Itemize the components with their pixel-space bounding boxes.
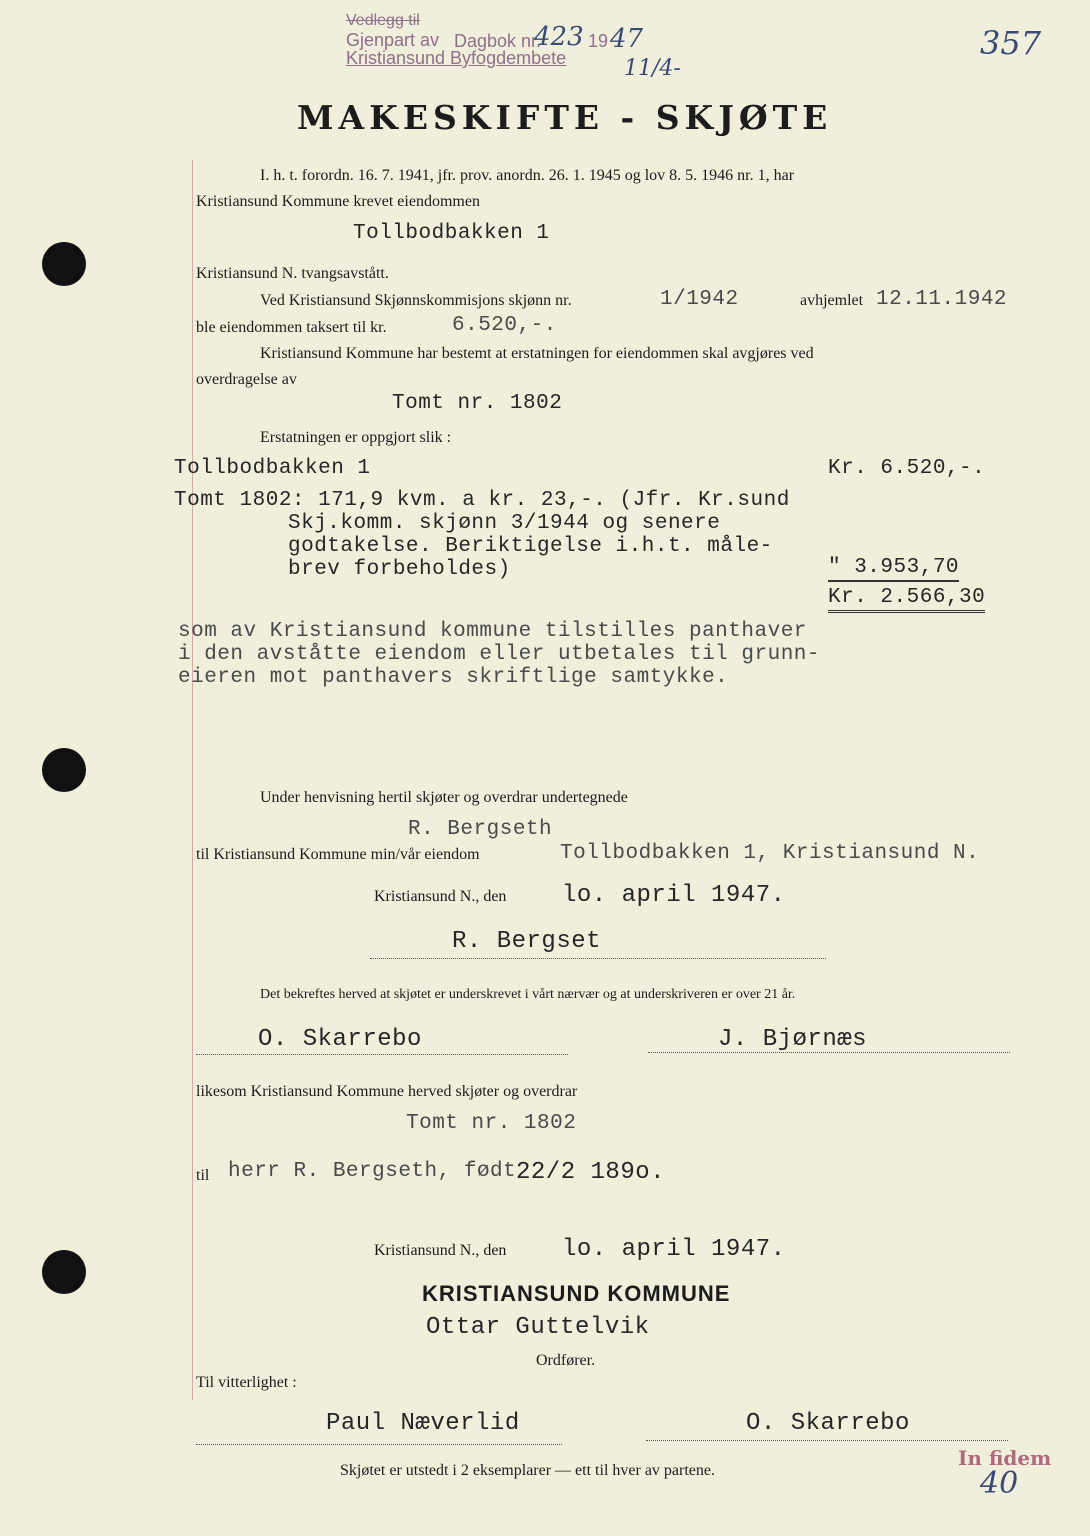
- in-fidem-stamp: In fidem: [958, 1446, 1052, 1470]
- henvisning-text: Under henvisning hertil skjøter og overdrar undertegnede: [260, 789, 628, 806]
- settlement-row1-amount: Kr. 6.520,-.: [828, 457, 986, 480]
- footer-note: Skjøtet er utstedt i 2 eksemplarer — ett til hver av partene.: [340, 1462, 715, 1479]
- owner-name: R. Bergseth: [408, 818, 553, 841]
- recipient-name: herr R. Bergseth, født: [228, 1160, 517, 1183]
- punch-hole: [42, 1250, 86, 1294]
- skjonn-prefix: Ved Kristiansund Skjønnskommisjons skjønn nr.: [260, 292, 572, 309]
- skjonn-number: 1/1942: [660, 288, 739, 311]
- mayor-title: Ordfører.: [536, 1352, 596, 1369]
- bestemt-line2: overdragelse av: [196, 371, 297, 388]
- settlement-row2-line2: Skj.komm. skjønn 3/1944 og senere: [288, 512, 721, 535]
- hand-date: 11/4-: [624, 56, 681, 81]
- date-2: lo. april 1947.: [562, 1236, 786, 1263]
- bekreftes-text: Det bekreftes herved at skjøtet er underskrevet i vårt nærvær og at underskriveren er over 21 år.: [260, 987, 796, 1002]
- signature-line: [370, 958, 826, 959]
- margin-line: [192, 160, 193, 1400]
- likesom-text: likesom Kristiansund Kommune herved skjøter og overdrar: [196, 1083, 578, 1100]
- stamp-gjenpart: Gjenpart av: [346, 30, 440, 50]
- vitterlighet-witness2: O. Skarrebo: [746, 1410, 910, 1437]
- settlement-note-line2: i den avståtte eiendom eller utbetales til grunn-: [178, 643, 821, 666]
- mayor-signature: Ottar Guttelvik: [426, 1314, 650, 1341]
- settlement-row2-amount: " 3.953,70: [828, 556, 959, 582]
- intro-line2: Kristiansund Kommune krevet eiendommen: [196, 193, 480, 210]
- witness2-signature: J. Bjørnæs: [718, 1026, 868, 1053]
- punch-hole: [42, 748, 86, 792]
- til-kommune-property: Tollbodbakken 1, Kristiansund N.: [560, 842, 980, 865]
- owner-signature: R. Bergset: [452, 928, 602, 955]
- oppgjort-label: Erstatningen er oppgjort slik :: [260, 429, 452, 446]
- vitterlighet-line2: [646, 1440, 1008, 1441]
- settlement-row2-line1: Tomt 1802: 171,9 kvm. a kr. 23,-. (Jfr. Kr.sund: [174, 489, 790, 512]
- year-suffix: 47: [610, 24, 644, 54]
- settlement-note-line3: eieren mot panthavers skriftlige samtykke.: [178, 666, 729, 689]
- bestemt-line1: Kristiansund Kommune har bestemt at erstatningen for eiendommen skal avgjøres ved: [260, 345, 814, 362]
- taksert-value: 6.520,-.: [452, 314, 557, 337]
- kommune-name: KRISTIANSUND KOMMUNE: [422, 1281, 731, 1306]
- vitterlighet-label: Til vitterlighet :: [196, 1374, 297, 1391]
- tomt-number-2: Tomt nr. 1802: [406, 1112, 577, 1135]
- tomt-number: Tomt nr. 1802: [392, 392, 563, 415]
- settlement-row1-label: Tollbodbakken 1: [174, 457, 371, 480]
- til-kommune-prefix: til Kristiansund Kommune min/vår eiendom: [196, 846, 480, 863]
- settlement-total: Kr. 2.566,30: [828, 586, 985, 613]
- place-date-prefix-2: Kristiansund N., den: [374, 1242, 507, 1259]
- avhjemlet-date: 12.11.1942: [876, 288, 1008, 311]
- year-prefix: 19: [588, 31, 609, 51]
- avhjemlet-label: avhjemlet: [800, 292, 864, 309]
- settlement-row2-line3: godtakelse. Beriktigelse i.h.t. måle-: [288, 535, 773, 558]
- recipient-born: 22/2 189o.: [516, 1159, 666, 1186]
- witness1-line: [196, 1054, 568, 1055]
- page-title: MAKESKIFTE - SKJØTE: [297, 98, 833, 137]
- stamp-number: 40: [980, 1466, 1019, 1501]
- dagbok-number: 423: [534, 22, 584, 52]
- witness2-line: [648, 1052, 1010, 1053]
- settlement-note-line1: som av Kristiansund kommune tilstilles panthaver: [178, 620, 807, 643]
- page-number: 357: [980, 24, 1042, 62]
- settlement-row2-line4: brev forbeholdes): [288, 558, 511, 581]
- date-1: lo. april 1947.: [562, 882, 786, 909]
- taksert-prefix: ble eiendommen taksert til kr.: [196, 319, 387, 336]
- stamp-byfogdembete: Kristiansund Byfogdembete: [346, 48, 567, 68]
- intro-line3: Kristiansund N. tvangsavstått.: [196, 265, 389, 282]
- place-date-prefix-1: Kristiansund N., den: [374, 888, 507, 905]
- dagbok-label: Dagbok nr.: [454, 31, 542, 51]
- witness1-signature: O. Skarrebo: [258, 1026, 422, 1053]
- vitterlighet-witness1: Paul Næverlid: [326, 1410, 520, 1437]
- intro-line1: I. h. t. forordn. 16. 7. 1941, jfr. prov. anordn. 26. 1. 1945 og lov 8. 5. 1946 nr. 1, har: [260, 167, 795, 184]
- stamp-vedlegg: Vedlegg til: [346, 12, 420, 29]
- punch-hole: [42, 242, 86, 286]
- vitterlighet-line1: [196, 1444, 562, 1445]
- til-prefix: til: [196, 1167, 210, 1184]
- property-name: Tollbodbakken 1: [353, 222, 550, 245]
